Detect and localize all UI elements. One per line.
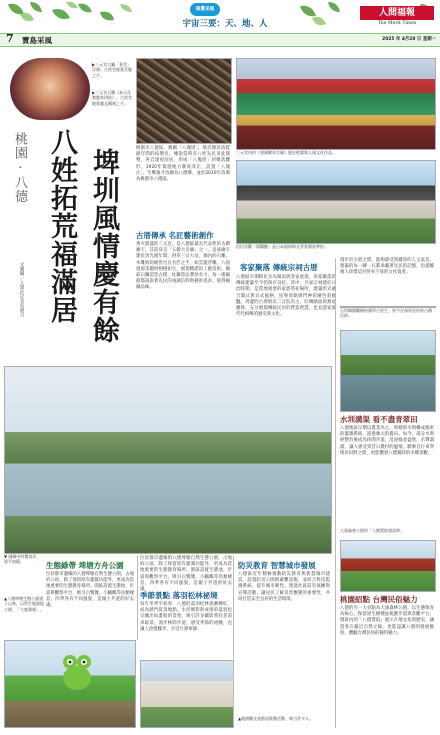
section2-heading: 客家聚落 傳統宗祠古厝 — [240, 263, 318, 272]
caption-6: ▲八德埤塘生態公園建立以來，以然生態濕地公園，「大鹿湖埔」。 — [4, 596, 44, 612]
section7-body: 八德的另一大亮點為大湳森林公園，以生態保育為核心，保留原生樹種並規劃步道與景觀平台。園區內的「八德賈院」展示在地文化與歷史，讓遊客在親近自然之餘，也能認識八德的發展脈絡，體驗台灣民俗的獨特魅力。 — [340, 606, 434, 636]
series-label: 宇宙三要：天、地、人 — [182, 19, 268, 29]
section5-body: 八德區近年積極推動防災教育與智慧城市建設，設置防災公園與避難設施，並結合科技監測系統，提升城市韌性。透過社區防災演練與宣導活動，讓居民了解災害應變的重要性，共同打造安全宜居的生活環境。 — [238, 572, 330, 602]
section5-heading: 防災教育 智慧城市發展 — [238, 561, 316, 570]
tag-bottom: 采風 — [205, 7, 215, 12]
feature-byline: 文圖攝／人間社記者吳連月 — [19, 262, 24, 318]
feature-place: 桃園 · 八德 — [12, 132, 27, 204]
tag-top: 視覺 — [195, 7, 205, 12]
dahu-park-photo — [340, 540, 436, 592]
feature-title-left: 八姓拓荒福滿居 — [46, 128, 77, 324]
caption-7: 石得韓總觀樹的國學古迹生。皆令在保留見於的古蹟信仰。 — [340, 308, 432, 319]
section2-body-2: 漫步於古厝之間，能夠感受到濃厚的人文氣息。建築的每一磚一瓦都承載著先民的記憶，也提醒後人珍惜這份得來不易的文化資產。 — [340, 258, 434, 276]
caption-2: ▶三元宮石雕《真天化教龍家四柱》，古迹官陵墓龍及鳳凰之手。 — [92, 90, 132, 106]
issue-date: 2025 年 4月28 日 星期一 — [382, 37, 436, 42]
paper-logo: 人間福報 — [360, 6, 434, 20]
section3-body: 位於都市邊緣的八德埤塘自然生態公園，占地約公頃，除了保留原有灌溉功能外，更成為當地重要的生態教育場所。園區設置生態池、步道與觀察平台，吸引白鷺鷥、小鸊鷉等鳥類棲息，四季各有不同風貌，是親子共遊的好去處。 — [46, 572, 134, 609]
building-photo — [140, 660, 234, 728]
page-header — [0, 0, 440, 60]
section4-heading: 季節景點 落羽松林祕境 — [140, 591, 218, 600]
temple-frieze-photo — [236, 58, 436, 150]
caption-8: 大湳森林公園的「八德賈院建設時」 — [340, 528, 404, 533]
frog-icon — [60, 652, 94, 692]
section7-heading: 桃園紹點 台灣民俗魅力 — [340, 595, 418, 604]
section-name: 寶島采風 — [22, 36, 52, 45]
japanese-house-photo — [236, 160, 436, 244]
section6-heading: 水圳溝渠 看不盡青翠田 — [340, 415, 418, 424]
caption-3: 三元宮內的《建國鄉貢宗廟》歷史壁畫與人頭文化作品。 — [236, 150, 336, 155]
section3-heading: 生態綠帶 埤塘方舟公園 — [46, 561, 124, 570]
caption-1: ▶三元宮大廳「景雲」浮刻；古迹官陵墓雲龍之手。 — [92, 62, 132, 78]
section1-body: 香火鼎盛的三元宮，是八德區最具代表性的古蹟廟宇，其前身是「五穀大帝廟」之一。這座廟宇建於清光緒年間，供奉三官大帝，廟內的石雕、木雕與彩繪皆出自名匠之手，如雲龍浮雕、八仙過海等題材栩栩如生，展現精湛的工藝技術。廟前石獅造型古樸，柱聯書法蒼勁有力，每一處細節都訴說著先民的虔誠信仰與藝術追求，值得細細品味。 — [136, 242, 230, 291]
deity-statue-photo — [10, 58, 90, 120]
caption-9: ▲桃園觀光夜節設歌動活動，吸引許多人。 — [238, 716, 314, 721]
carved-wood-photo — [136, 58, 232, 144]
column-divider — [233, 556, 234, 726]
column-divider — [137, 556, 138, 640]
section1-heading: 古厝傳承 名匠藝術創作 — [136, 231, 214, 240]
caption-4: 招招宮觀「辯醫醒」是日本偵探時光背景開放參拍。 — [236, 244, 328, 249]
caption-5: ▼ 國韓中的雙宿於，浚平如鏡。 — [4, 554, 41, 565]
feature-title-right: 埤圳風情慶有餘 — [88, 148, 119, 344]
lake-trees-photo — [4, 366, 332, 554]
water-channel-photo — [340, 330, 436, 412]
section4-intro: 位於都市邊緣的八德埤塘自然生態公園，占地約公頃，除了保留原有灌溉功能外，更成為當地重要的生態教育場所。園區設置生態池、步道與觀察平台，吸引白鷺鷥、小鸊鷉等鳥類棲息，四季各有不同風貌，是親子共遊的好去處。 — [140, 556, 232, 593]
column-divider — [335, 258, 336, 728]
section2-body: 八德區早期移民多為閩南與客家族群，客家聚落的傳統建築至今仍保存良好。其中，呂家宗祠建於日治時期，是當地重要的家族祭祀場所，建築形式融合閩式與日式風格，屋脊剪黏與門神彩繪色彩鮮豔。周邊的古厝群以三合院為主，紅磚牆面與燕尾翹脊，充分展現傳統民居的營造智慧，也見證家族代代相傳的歷史與文化。 — [236, 275, 336, 318]
section6-body: 八德地區早期以農業為主，埤塘與水圳構成綿密的灌溉系統，滋養廣大的農田。如今，部分水圳經整治後成為休閒步道，沿途綠意盎然，水聲潺潺，讓人感受到昔日農村的風情。騎乘自行車穿梭於田野之間，更能體會八德獨特的水鄉景觀。 — [340, 426, 434, 456]
page-number: 7 — [6, 32, 14, 45]
section-tag — [190, 3, 220, 16]
section1-intro: 桃園市八德區，舊稱「八塊厝」，地名源於清乾隆年間的拓墾史。傳說當時有八姓先民來此開墾，各自建屋而居，形成「八塊厝」的聚落雛形。1920年實施地方制度改正，設置「八塊庄」，至戰後才改稱為八德鄉，並於2010年改制為桃園市八德區。 — [136, 146, 230, 183]
paper-en: The Merit Times — [377, 21, 417, 26]
section4-body: 每年冬季至初春，八德的落羽松林逐漸轉紅，成為熱門賞景地點。水岸倒影與成排的落羽松交織出如畫般的景致，吸引許多攝影愛好者前來取景。漫步林間步道，感受季節的流轉，也讓人放慢腳步，享受片刻寧靜。 — [140, 602, 232, 632]
